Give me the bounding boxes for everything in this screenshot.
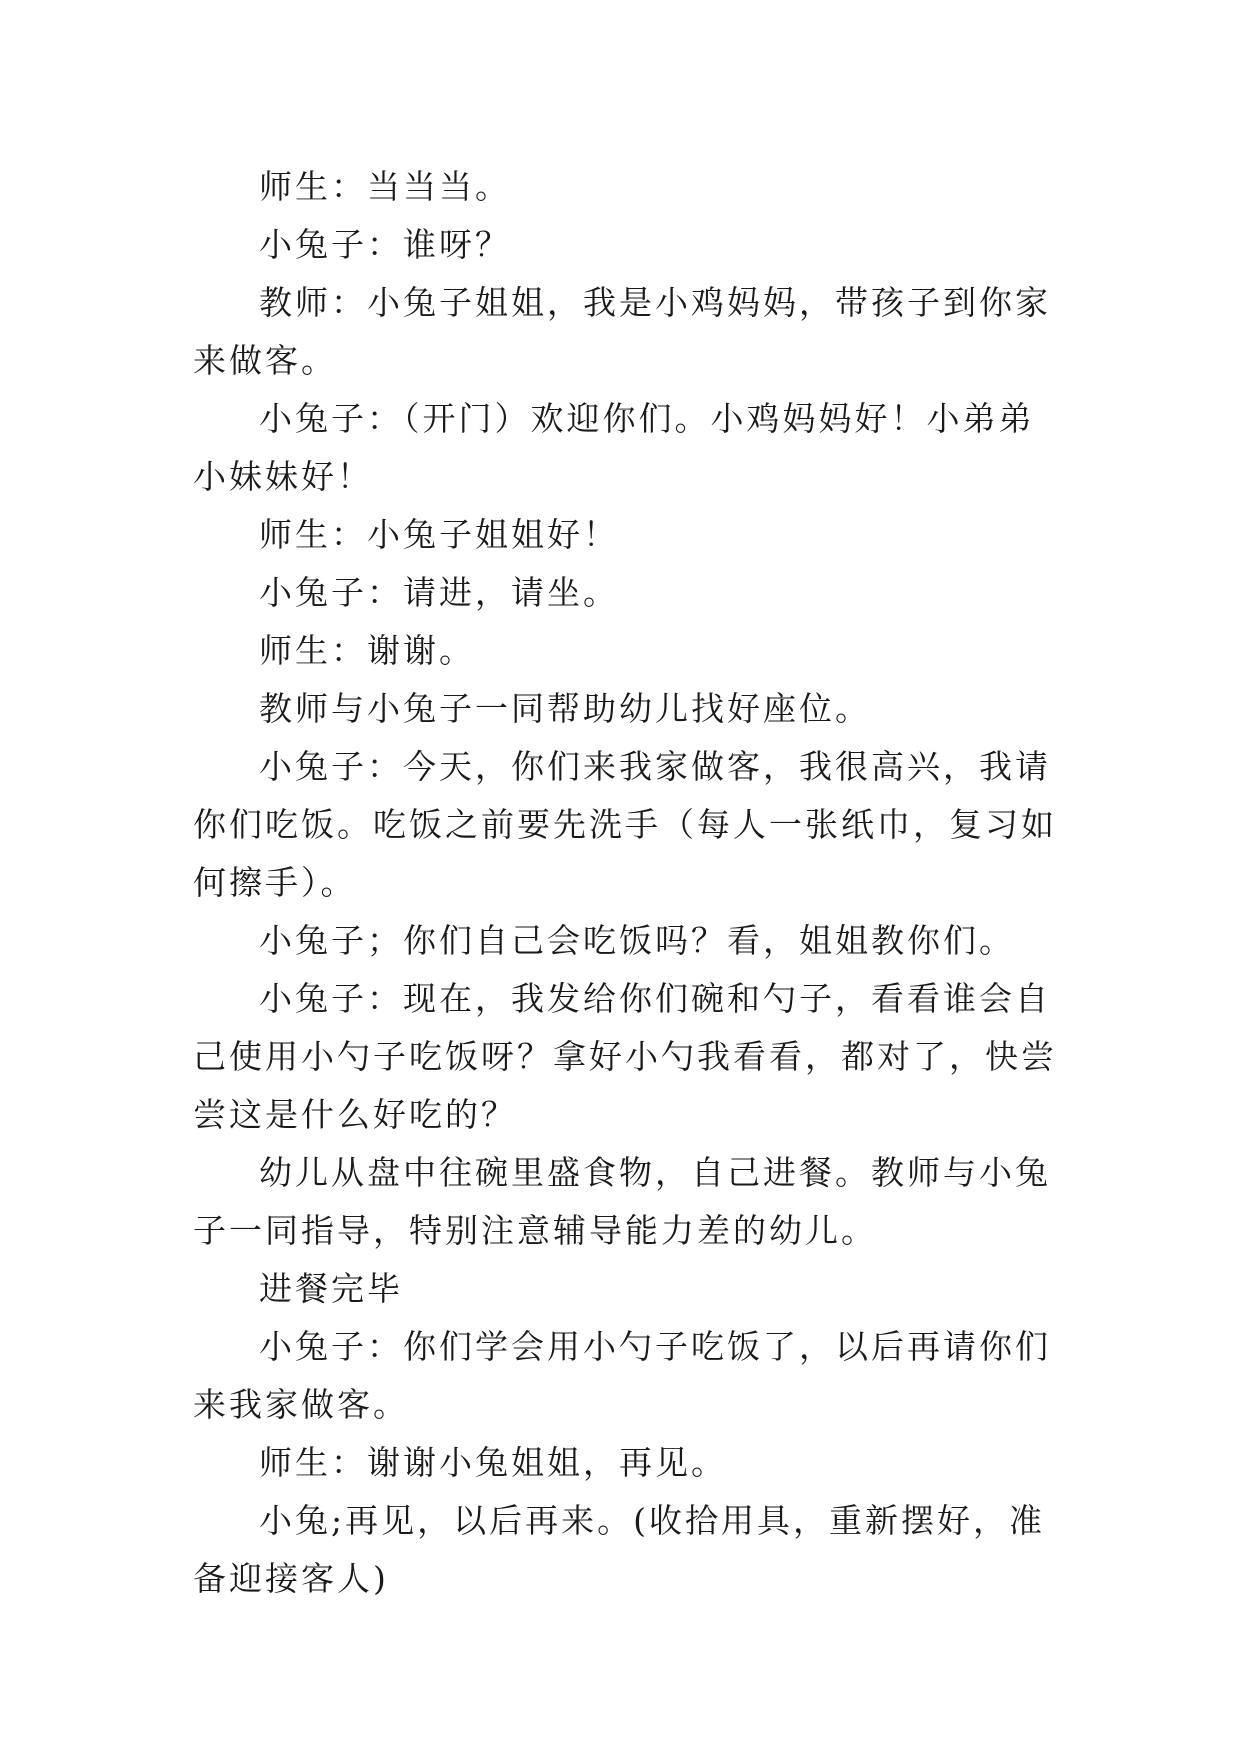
- paragraph: 师生：小兔子姐姐好！: [259, 515, 619, 554]
- paragraph: 师生：谢谢。: [259, 631, 475, 670]
- paragraph: 小兔子：今天，你们来我家做客，我很高兴，我请你们吃饭。吃饭之前要先洗手（每人一张纸巾，复习如何擦手）。: [193, 747, 1057, 902]
- paragraph: 小兔子：请进，请坐。: [259, 573, 619, 612]
- paragraph: 小兔子：现在，我发给你们碗和勺子，看看谁会自己使用小勺子吃饭呀？拿好小勺我看看，都对了，快尝尝这是什么好吃的？: [193, 979, 1057, 1134]
- paragraph: 小兔子：谁呀？: [259, 225, 511, 264]
- paragraph: 小兔;再见，以后再来。(收拾用具，重新摆好，准备迎接客人): [193, 1501, 1045, 1598]
- document-body: [193, 158, 1063, 1608]
- paragraph: 师生：谢谢小兔姐姐，再见。: [259, 1443, 727, 1482]
- paragraph: 教师：小兔子姐姐，我是小鸡妈妈，带孩子到你家来做客。: [193, 283, 1051, 380]
- paragraph: 教师与小兔子一同帮助幼儿找好座位。: [259, 689, 871, 728]
- paragraph: 师生：当当当。: [259, 167, 511, 206]
- paragraph: 小兔子：（开门）欢迎你们。小鸡妈妈好！小弟弟小妹妹好！: [193, 399, 1035, 496]
- paragraph: 幼儿从盘中往碗里盛食物，自己进餐。教师与小兔子一同指导，特别注意辅导能力差的幼儿。: [193, 1153, 1051, 1250]
- paragraph: 进餐完毕: [259, 1269, 403, 1308]
- paragraph: 小兔子：你们学会用小勺子吃饭了，以后再请你们来我家做客。: [193, 1327, 1051, 1424]
- paragraph: 小兔子；你们自己会吃饭吗？看，姐姐教你们。: [259, 921, 1015, 960]
